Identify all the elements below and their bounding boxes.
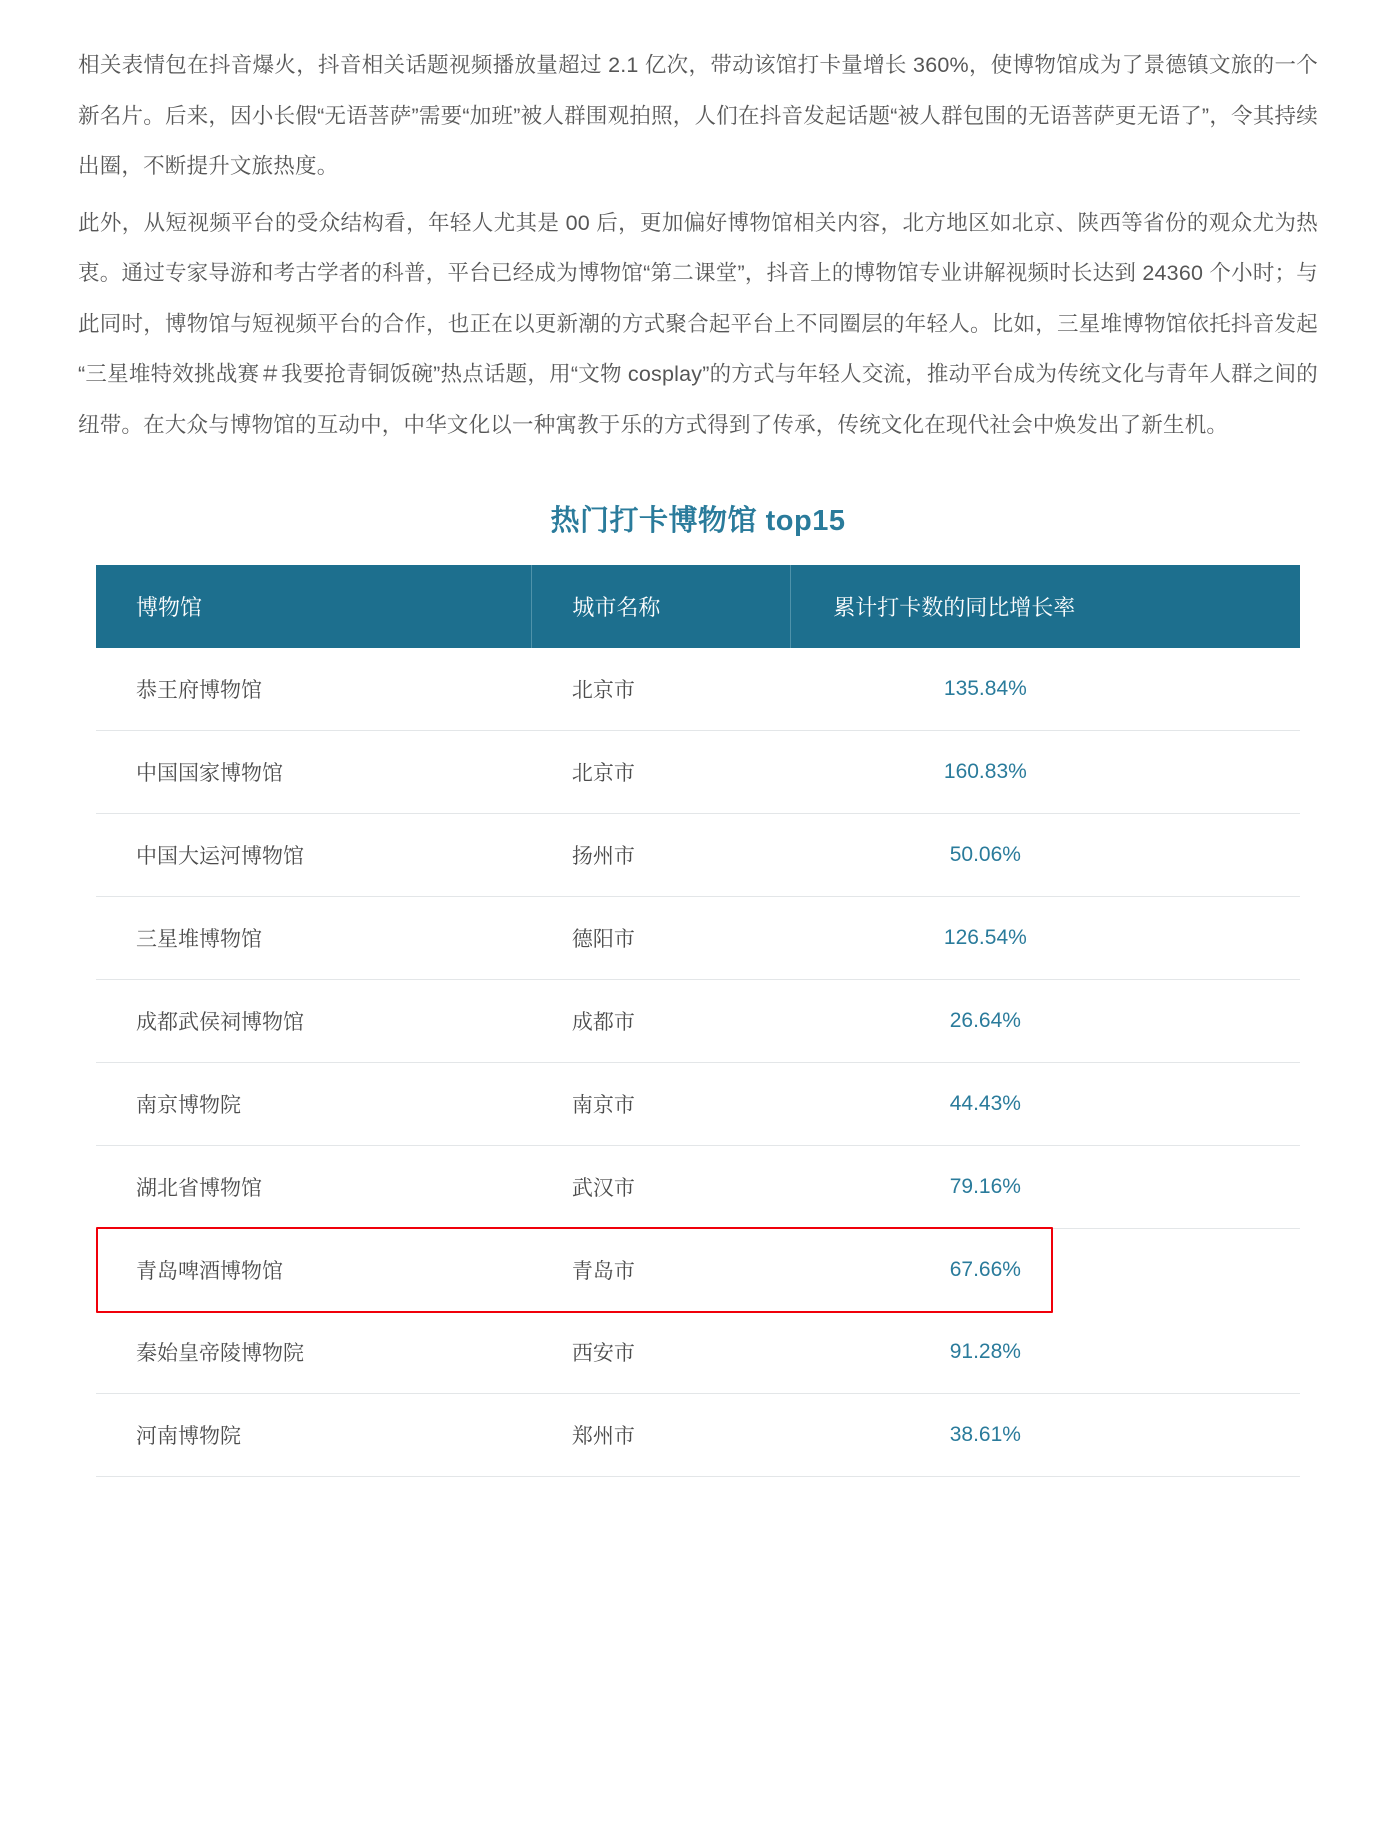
table-header-row xyxy=(96,565,1300,648)
cell-city: 北京市 xyxy=(532,731,791,814)
cell-museum: 中国国家博物馆 xyxy=(96,731,532,814)
chart-title: 热门打卡博物馆 top15 xyxy=(550,505,846,538)
cell-growth-rate: 126.54% xyxy=(791,897,1300,980)
cell-museum: 湖北省博物馆 xyxy=(96,1146,532,1229)
cell-museum: 秦始皇帝陵博物院 xyxy=(96,1311,532,1394)
cell-growth-rate: 26.64% xyxy=(791,980,1300,1063)
cell-growth-rate: 38.61% xyxy=(791,1394,1300,1477)
ranking-table-wrapper xyxy=(96,565,1300,1477)
cell-museum: 中国大运河博物馆 xyxy=(96,814,532,897)
article-paragraph-2: 此外，从短视频平台的受众结构看，年轻人尤其是 00 后，更加偏好博物馆相关内容，北方地区如北京、陕西等省份的观众尤为热衷。通过专家导游和考古学者的科普，平台已经成为博物馆“第二课堂”，抖音上的博物馆专业讲解视频时长达到 24360 个小时；与此同时，博物馆与短视频平台的合作，也正在以更新潮的方式聚合起平台上不同圈层的年轻人。比如，三星堆博物馆依托抖音发起“三星堆特效挑战赛＃我要抢青铜饭碗”热点话题，用“文物 cosplay”的方式与年轻人交流，推动平台成为传统文化与青年人群之间的纽带。在大众与博物馆的互动中，中华文化以一种寓教于乐的方式得到了传承，传统文化在现代社会中焕发出了新生机。 xyxy=(78,210,1318,437)
ranking-table xyxy=(96,565,1300,1477)
cell-growth-rate: 160.83% xyxy=(791,731,1300,814)
cell-growth-rate: 50.06% xyxy=(791,814,1300,897)
cell-museum: 河南博物院 xyxy=(96,1394,532,1477)
cell-city: 德阳市 xyxy=(532,897,791,980)
cell-city: 南京市 xyxy=(532,1063,791,1146)
cell-museum: 青岛啤酒博物馆 xyxy=(96,1229,532,1312)
cell-museum: 南京博物院 xyxy=(96,1063,532,1146)
table-row xyxy=(96,731,1300,814)
table-row xyxy=(96,814,1300,897)
cell-city: 西安市 xyxy=(532,1311,791,1394)
table-row xyxy=(96,648,1300,731)
table-body xyxy=(96,648,1300,1477)
article-paragraph-1: 相关表情包在抖音爆火，抖音相关话题视频播放量超过 2.1 亿次，带动该馆打卡量增长 360%，使博物馆成为了景德镇文旅的一个新名片。后来，因小长假“无语菩萨”需要“加班”被人群围观拍照，人们在抖音发起话题“被人群包围的无语菩萨更无语了”，令其持续出圈，不断提升文旅热度。 xyxy=(78,53,1318,179)
article-body xyxy=(78,40,1318,450)
column-header-museum: 博物馆 xyxy=(96,565,532,648)
cell-museum: 恭王府博物馆 xyxy=(96,648,532,731)
cell-growth-rate: 135.84% xyxy=(791,648,1300,731)
table-row xyxy=(96,1063,1300,1146)
column-header-rate: 累计打卡数的同比增长率 xyxy=(791,565,1300,648)
cell-growth-rate: 79.16% xyxy=(791,1146,1300,1229)
cell-museum: 成都武侯祠博物馆 xyxy=(96,980,532,1063)
cell-growth-rate: 91.28% xyxy=(791,1311,1300,1394)
table-row xyxy=(96,1229,1300,1312)
column-header-city: 城市名称 xyxy=(532,565,791,648)
cell-growth-rate: 67.66% xyxy=(791,1229,1300,1312)
table-row xyxy=(96,897,1300,980)
cell-museum: 三星堆博物馆 xyxy=(96,897,532,980)
table-row xyxy=(96,980,1300,1063)
cell-city: 武汉市 xyxy=(532,1146,791,1229)
cell-city: 成都市 xyxy=(532,980,791,1063)
table-header xyxy=(96,565,1300,648)
cell-city: 郑州市 xyxy=(532,1394,791,1477)
cell-growth-rate: 44.43% xyxy=(791,1063,1300,1146)
cell-city: 青岛市 xyxy=(532,1229,791,1312)
cell-city: 北京市 xyxy=(532,648,791,731)
table-row xyxy=(96,1146,1300,1229)
table-row xyxy=(96,1394,1300,1477)
table-row xyxy=(96,1311,1300,1394)
cell-city: 扬州市 xyxy=(532,814,791,897)
